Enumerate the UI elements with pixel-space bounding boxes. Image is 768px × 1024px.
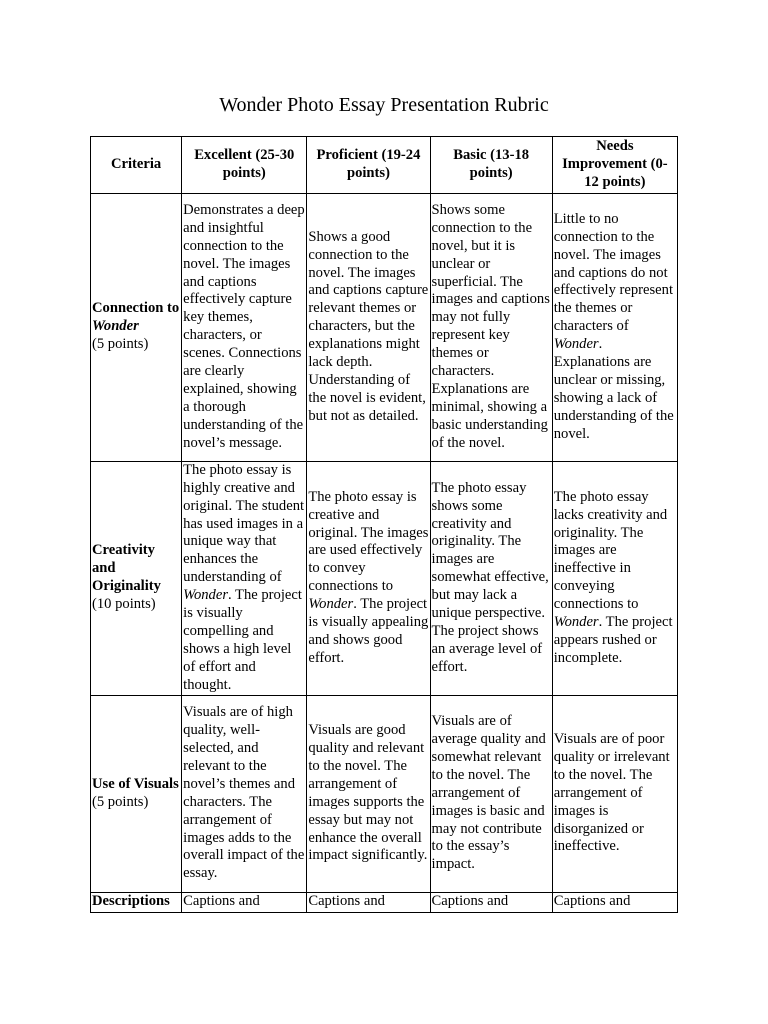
criteria-cell [91,461,182,695]
rubric-cell: Captions and [552,892,677,912]
table-row [91,695,678,892]
rubric-cell: The photo essay is highly creative and original. The student has used images in a unique way that enhances the understanding of Wonder. The project is visually compelling and shows a high level of effort and thought. [182,461,307,695]
rubric-cell: Visuals are of poor quality or irrelevant to the novel. The arrangement of images is disorganized or ineffective. [552,695,677,892]
table-row [91,193,678,461]
rubric-cell: Visuals are good quality and relevant to the novel. The arrangement of images supports the essay but may not enhance the overall impact significantly. [307,695,430,892]
rubric-cell: Shows some connection to the novel, but it is unclear or superficial. The images and captions may not fully represent key themes or characters. Explanations are minimal, showing a basic understanding of the novel. [430,193,552,461]
criteria-points: (5 points) [92,793,149,810]
rubric-cell: Captions and [182,892,307,912]
rubric-cell: Demonstrates a deep and insightful connection to the novel. The images and captions effectively capture key themes, characters, or scenes. Connections are clearly explained, showing a thorough understanding of the novel’s message. [182,193,307,461]
rubric-cell: The photo essay shows some creativity and originality. The images are somewhat effective, but may lack a unique perspective. The project shows an average level of effort. [430,461,552,695]
criteria-cell [91,193,182,461]
criteria-name: Descriptions [92,893,170,910]
header-basic: Basic (13-18 points) [430,137,552,194]
rubric-cell: Visuals are of average quality and somewhat relevant to the novel. The arrangement of images is basic and may not contribute to the essay’s impact. [430,695,552,892]
criteria-name: Use of Visuals [92,775,179,792]
rubric-cell: Shows a good connection to the novel. The images and captions capture relevant themes or characters, but the explanations might lack depth. Understanding of the novel is evident, but not as detailed. [307,193,430,461]
table-row [91,892,678,912]
rubric-cell: Visuals are of high quality, well-selected, and relevant to the novel’s themes and characters. The arrangement of images adds to the overall impact of the essay. [182,695,307,892]
table-row [91,461,678,695]
rubric-cell: Little to no connection to the novel. The images and captions do not effectively represent the themes or characters of Wonder. Explanations are unclear or missing, showing a lack of understanding of the novel. [552,193,677,461]
criteria-name: Connection to Wonder [92,300,180,335]
rubric-cell: The photo essay is creative and original. The images are used effectively to convey connections to Wonder. The project is visually appealing and shows good effort. [307,461,430,695]
header-needs-improvement: Needs Improvement (0-12 points) [552,137,677,194]
rubric-cell: Captions and [430,892,552,912]
page-title: Wonder Photo Essay Presentation Rubric [219,94,549,116]
criteria-cell [91,892,182,912]
criteria-cell [91,695,182,892]
header-row [91,137,678,194]
header-excellent: Excellent (25-30 points) [182,137,307,194]
header-proficient: Proficient (19-24 points) [307,137,430,194]
header-criteria: Criteria [91,137,182,194]
rubric-table [90,136,678,913]
criteria-points: (5 points) [92,336,149,353]
criteria-name: Creativity and Originality [92,542,161,595]
criteria-points: (10 points) [92,596,156,613]
rubric-cell: The photo essay lacks creativity and originality. The images are ineffective in conveying connections to Wonder. The project appears rushed or incomplete. [552,461,677,695]
rubric-cell: Captions and [307,892,430,912]
